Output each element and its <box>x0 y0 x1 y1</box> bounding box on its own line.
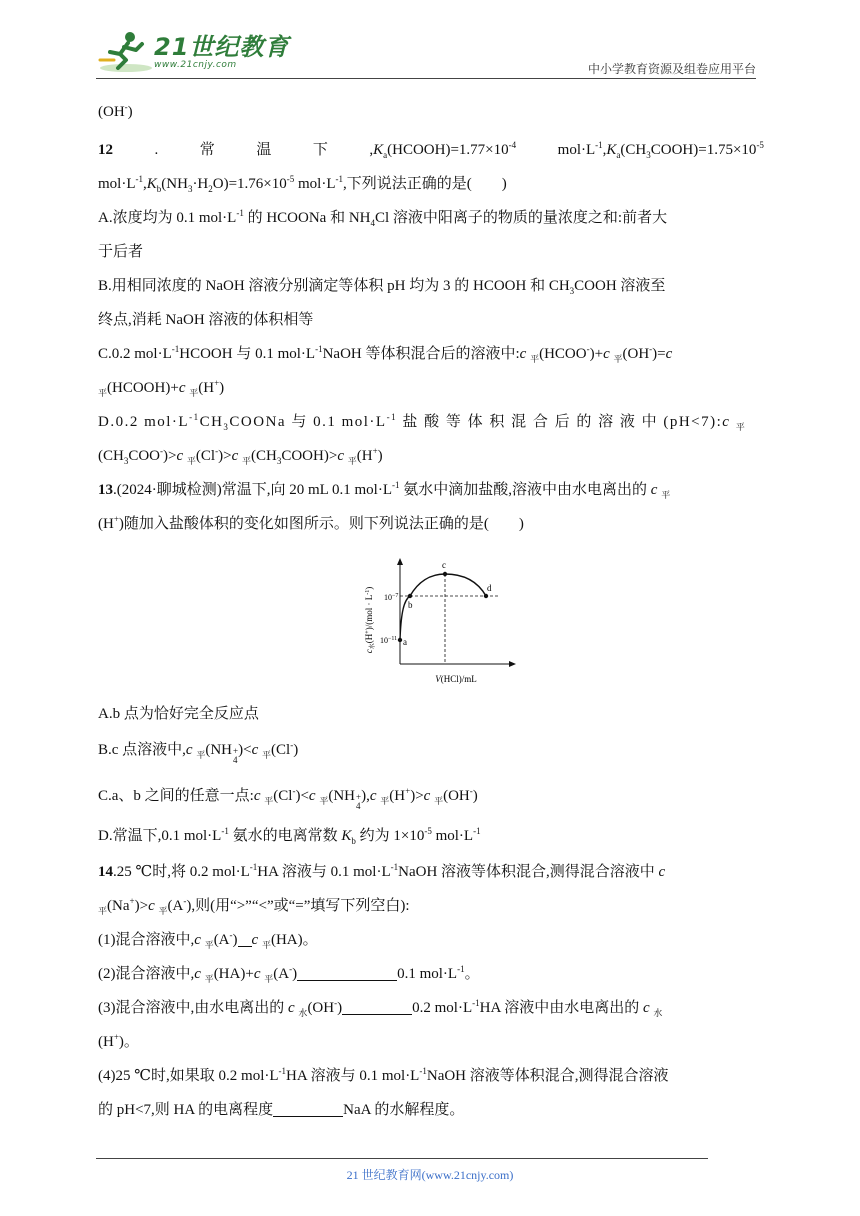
q13-option-d: D.常温下,0.1 $mol\cdot L^{-1}$ 氨水的电离常数 $K_b$ 约为 $1\times 10^{-5}$ $mol\cdot L^{-1}$ <box>98 826 481 846</box>
figure-ylabel: $c_水(H^+)/(mol \cdot L^{-1})$ <box>364 586 376 654</box>
label-b: b <box>408 600 413 610</box>
q12-stem-line1: 12 . 常 温 下 $,K_a(HCOOH)=1.77\times 10^{-4}$ $mol\cdot L^{-1},K_a(CH_3COOH)=1.75\times 10^{-5}$ <box>98 140 764 160</box>
q13-option-a: A.b 点为恰好完全反应点 <box>98 706 259 722</box>
figure-xlabel: V(HCl)/mL <box>435 674 477 684</box>
answer-blank-1[interactable] <box>238 932 252 947</box>
point-a <box>398 638 402 642</box>
answer-blank-3[interactable] <box>342 1000 412 1015</box>
q13-option-b: B.c 点溶液中,c $_平$(NH + 4 )<c $_平$(Cl-) <box>98 740 299 765</box>
q13-option-c: C.a、b 之间的任意一点:c $_平$(Cl-)<c $_平$(NH + 4 ),c $_平$(H+)>c $_平$(OH-) <box>98 786 478 811</box>
q14-part-3-line1: (3)混合溶液中,由水电离出的 c $_水$(OH-) 0.2 $mol\cdot L^{-1}HA$ 溶液中由水电离出的 c $_水$ <box>98 998 663 1018</box>
q14-part-4-line1: (4)25 ℃时,如果取 0.2 $mol\cdot L^{-1}HA$ 溶液与 0.1 $mol\cdot L^{-1}NaOH$ 溶液等体积混合,测得混合溶液 <box>98 1066 669 1084</box>
logo-url: www.21cnjy.com <box>154 60 237 70</box>
q13-stem-line2: (H+)随加入盐酸体积的变化如图所示。则下列说法正确的是( ) <box>98 514 524 532</box>
q12-option-d-line1: D.0.2 $mol\cdot L^{-1}CH_3COONa$ 与 0.1 $mol\cdot L^{-1}$ 盐 酸 等 体 积 混 合 后 的 溶 液 中 (pH<7):c $_平$ <box>98 412 747 432</box>
q12-option-d-line2: $(CH_3COO^-)>c$ $_平$(Cl-)>c $_平(CH_3COOH)>c$ $_平$(H+) <box>98 446 383 466</box>
q13-figure <box>360 552 520 692</box>
q14-part-2: (2)混合溶液中,c $_平$(HA)+c $_平$(A-) 0.1 $mol\cdot L^{-1}$。 <box>98 964 480 984</box>
point-d <box>484 594 488 598</box>
q12-option-c-line2: $_平$(HCOOH)+c $_平$(H+) <box>98 378 225 398</box>
y-axis-arrow-icon <box>397 558 403 565</box>
q14-part-4-line2: 的 pH<7,则 HA 的电离程度 NaA 的水解程度。 <box>98 1102 465 1118</box>
q12-option-b-line2: 终点,消耗 NaOH 溶液的体积相等 <box>98 312 314 328</box>
site-logo[interactable] <box>96 30 289 74</box>
ytick-low: $10^{-11}$ <box>380 636 398 645</box>
platform-name: 中小学教育资源及组卷应用平台 <box>587 62 756 76</box>
page-footer[interactable]: 21 世纪教育网(www.21cnjy.com) <box>346 1168 514 1182</box>
q12-option-b-line1: B.用相同浓度的 NaOH 溶液分别滴定等体积 pH 均为 3 的 HCOOH 和 $CH_3COOH$ 溶液至 <box>98 278 666 296</box>
answer-blank-2[interactable] <box>297 966 397 981</box>
label-d: d <box>487 583 492 593</box>
q11-tail: (OH-) <box>98 102 133 120</box>
q14-stem-line1: 14.25 ℃时,将 0.2 $mol\cdot L^{-1}HA$ 溶液与 0.1 $mol\cdot L^{-1}NaOH$ 溶液等体积混合,测得混合溶液中 c <box>98 862 666 880</box>
label-a: a <box>403 637 407 647</box>
page-header <box>96 30 756 78</box>
logo-title: 21世纪教育 <box>154 33 290 61</box>
q12-option-c-line1: C.0.2 $mol\cdot L^{-1}HCOOH$ 与 0.1 $mol\cdot L^{-1}NaOH$ 等体积混合后的溶液中:c $_平$(HCOO-)+c $_平$(OH-)=c <box>98 344 673 364</box>
q14-part-3-line2: (H+)。 <box>98 1032 139 1050</box>
x-axis-arrow-icon <box>509 661 516 667</box>
ytick-high: $10^{-7}$ <box>384 593 399 602</box>
footer-divider <box>96 1158 708 1159</box>
figure-curve <box>400 574 486 640</box>
point-c <box>443 572 447 576</box>
q12-option-a-line1: A.浓度均为 0.1 $mol\cdot L^{-1}$ 的 HCOONa 和 $NH_4Cl$ 溶液中阳离子的物质的量浓度之和:前者大 <box>98 208 668 228</box>
q14-stem-line2: $_平$(Na+)>c $_平$(A-),则(用“>”“<”或“=”填写下列空白): <box>98 896 410 916</box>
q12-option-a-line2: 于后者 <box>98 244 144 260</box>
header-divider <box>96 78 756 79</box>
runner-logo-icon <box>96 30 152 74</box>
label-c: c <box>442 560 446 570</box>
q14-part-1: (1)混合溶液中,c $_平$(A-) c $_平$(HA)。 <box>98 930 318 950</box>
point-b <box>408 594 412 598</box>
q12-stem-line2: $mol\cdot L^{-1},K_b(NH_3\cdot H_2O)=1.76\times 10^{-5}$ $mol\cdot L^{-1}$,下列说法正确的是( ) <box>98 174 507 194</box>
answer-blank-4[interactable] <box>273 1102 343 1117</box>
q13-stem-line1: 13.(2024·聊城检测)常温下,向 20 mL 0.1 $mol\cdot L^{-1}$ 氨水中滴加盐酸,溶液中由水电离出的 c $_平$ <box>98 480 671 500</box>
